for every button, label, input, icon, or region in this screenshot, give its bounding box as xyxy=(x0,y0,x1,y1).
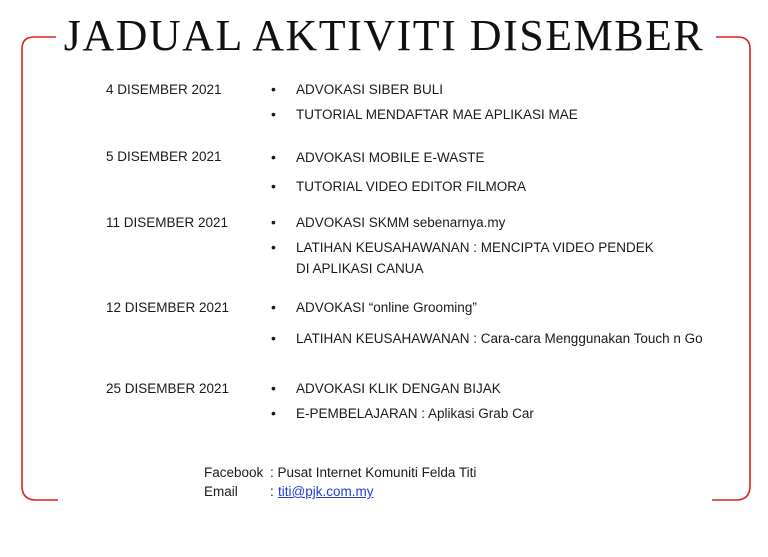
facebook-value: : Pusat Internet Komuniti Felda Titi xyxy=(270,465,477,480)
page-title xyxy=(0,8,768,64)
schedule-item-text: ADVOKASI SKMM sebenarnya.my xyxy=(296,215,506,230)
schedule-item-text: ADVOKASI MOBILE E-WASTE xyxy=(296,150,485,165)
bullet-icon: • xyxy=(271,380,276,396)
schedule-item-text: LATIHAN KEUSAHAWANAN : Cara-cara Menggunakan Touch n Go xyxy=(296,331,703,346)
bullet-icon: • xyxy=(271,81,276,97)
bullet-icon: • xyxy=(271,405,276,421)
bullet-icon: • xyxy=(271,149,276,165)
schedule-item-text: E-PEMBELAJARAN : Aplikasi Grab Car xyxy=(296,406,534,421)
frame-right-bracket xyxy=(712,37,750,500)
schedule-item-text: TUTORIAL MENDAFTAR MAE APLIKASI MAE xyxy=(296,107,578,122)
bullet-icon: • xyxy=(271,106,276,122)
schedule-item-text: ADVOKASI “online Grooming” xyxy=(296,300,477,315)
email-colon: : xyxy=(270,484,274,499)
schedule-date: 25 DISEMBER 2021 xyxy=(106,381,230,396)
page-title-text: JADUAL AKTIVITI DISEMBER xyxy=(56,11,713,60)
facebook-label: Facebook xyxy=(204,465,264,480)
email-link[interactable]: titi@pjk.com.my xyxy=(278,484,374,499)
schedule-item-text: LATIHAN KEUSAHAWANAN : MENCIPTA VIDEO PENDEK DI APLIKASI CANUA xyxy=(296,240,654,276)
bullet-icon: • xyxy=(271,330,276,346)
schedule-item-text: TUTORIAL VIDEO EDITOR FILMORA xyxy=(296,179,527,194)
schedule-date: 4 DISEMBER 2021 xyxy=(106,82,222,97)
contact-email xyxy=(204,483,373,501)
bullet-icon: • xyxy=(271,239,276,255)
bullet-icon: • xyxy=(271,299,276,315)
schedule-date: 12 DISEMBER 2021 xyxy=(106,300,230,315)
schedule-item-text: ADVOKASI SIBER BULI xyxy=(296,82,444,97)
contact-facebook xyxy=(204,464,476,482)
bullet-icon: • xyxy=(271,178,276,194)
schedule-item-text: ADVOKASI KLIK DENGAN BIJAK xyxy=(296,381,501,396)
bullet-icon: • xyxy=(271,214,276,230)
email-label: Email xyxy=(204,484,238,499)
frame-left-bracket xyxy=(22,37,68,500)
schedule-date: 5 DISEMBER 2021 xyxy=(106,149,222,164)
schedule-date: 11 DISEMBER 2021 xyxy=(106,215,229,230)
